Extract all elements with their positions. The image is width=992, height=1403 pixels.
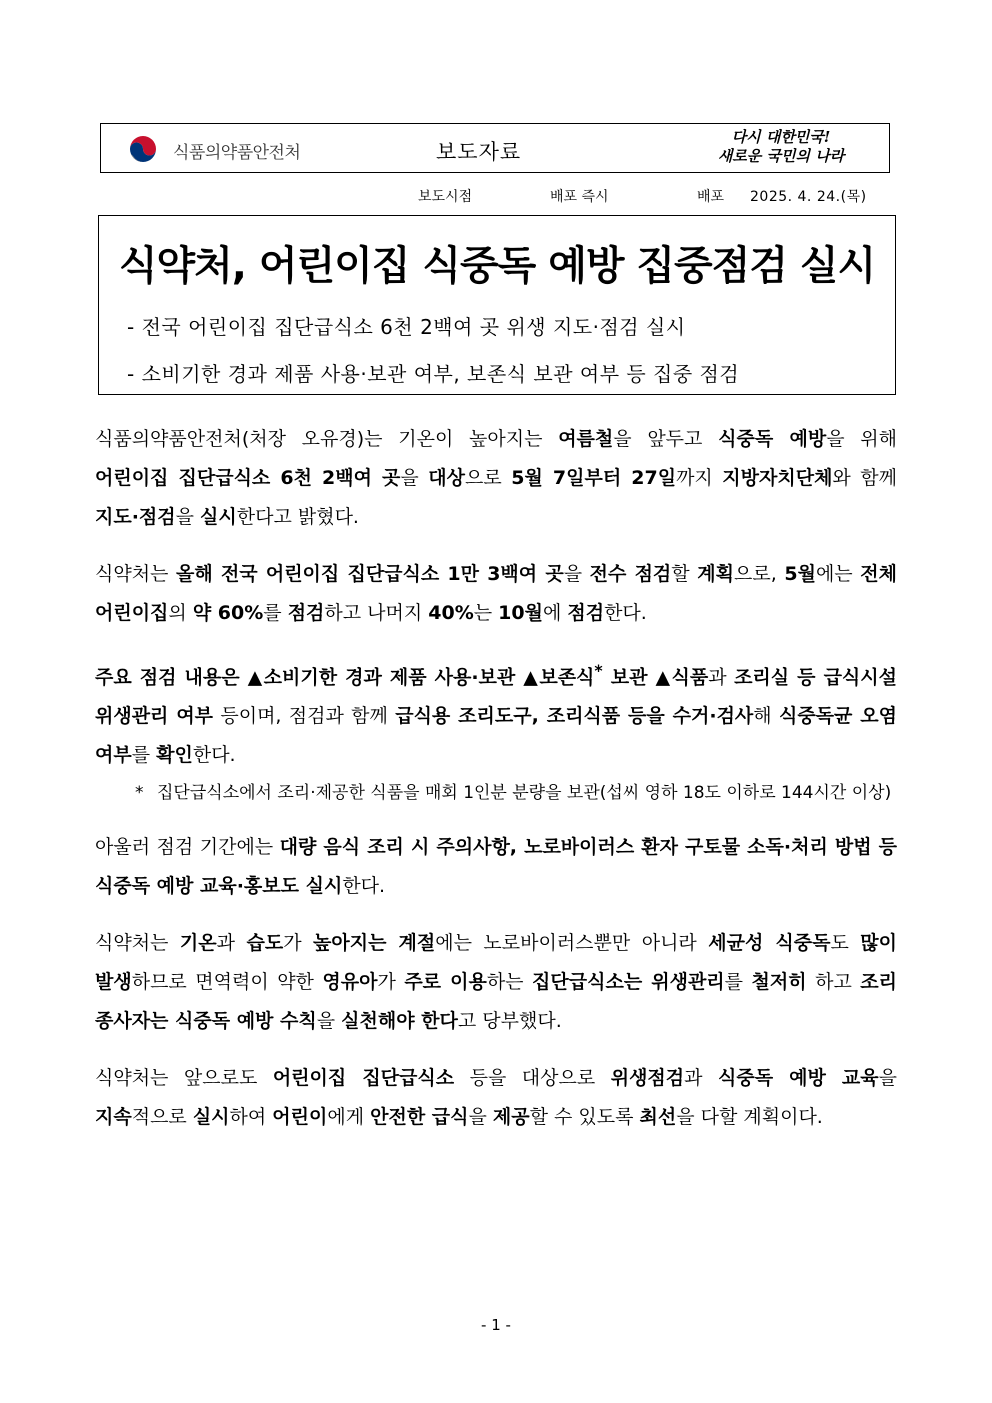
- body-text-run: 으로: [465, 467, 512, 489]
- body-text-run: 를: [724, 971, 752, 994]
- emphasis-text: 식중독균 오염 여부: [95, 705, 897, 767]
- emphasis-text: 약 60%: [192, 602, 264, 624]
- emphasis-text: 조리실 등 급식시설 위생관리 여부: [95, 666, 897, 728]
- emphasis-text: 어린이집 집단급식소: [272, 1067, 455, 1090]
- emphasis-text: 식중독 예방 교육: [718, 1067, 879, 1090]
- agency-name: 식품의약품안전처: [173, 143, 301, 163]
- body-text-run: 하고: [806, 971, 861, 994]
- emphasis-text: 계획: [697, 563, 734, 585]
- emphasis-text: 급식용 조리도구, 조리식품 등을 수거·검사: [395, 705, 754, 728]
- body-text-run: 을: [878, 1067, 897, 1090]
- emphasis-text: 지속: [95, 1106, 132, 1129]
- body-text-run: 는: [473, 602, 499, 624]
- title-box: [98, 215, 896, 395]
- emphasis-text: 5월 7일부터 27일: [511, 467, 677, 489]
- emphasis-text: 위생점검: [610, 1067, 685, 1090]
- emphasis-text: 집단급식소는 위생관리: [532, 971, 725, 994]
- paragraph-3: [95, 651, 897, 775]
- body-text-run: 할 수 있도록: [529, 1106, 640, 1129]
- body-text-run: 에는 노로바이러스뿐만 아니라: [435, 932, 709, 955]
- document-type: 보도자료: [436, 140, 522, 164]
- body-text-run: 해: [753, 705, 779, 728]
- body-text-run: 에는: [815, 563, 861, 585]
- page-number: - 1 -: [481, 1316, 511, 1334]
- body-text-run: 한다고 밝혔다.: [236, 506, 359, 528]
- body-text-run: 과: [708, 666, 735, 689]
- paragraph-1: [95, 420, 897, 537]
- emphasis-text: 40%: [428, 602, 474, 624]
- footnote-mark: *: [135, 783, 144, 804]
- emphasis-text: 10월: [498, 602, 543, 624]
- paragraph-4: [95, 828, 897, 906]
- emphasis-text: 전체 어린이집: [95, 563, 898, 624]
- slogan-line-1: 다시 대한민국!: [731, 128, 831, 146]
- emphasis-text: 대량 음식 조리 시 주의사항, 노로바이러스 환자 구토물 소독·처리 방법 등 식중독 예방 교육·홍보도 실시: [95, 836, 897, 898]
- body-text-run: 을: [563, 563, 590, 585]
- body-text-run: 하는: [486, 971, 533, 994]
- body-text-run: 까지: [676, 467, 723, 489]
- main-title: 식약처, 어린이집 식중독 예방 집중점검 실시: [118, 243, 876, 289]
- emphasis-text: 전수 점검: [589, 563, 672, 585]
- body-text-run: 에: [542, 602, 568, 624]
- emphasis-text: 안전한 급식: [370, 1106, 469, 1129]
- body-text-run: 을 위해: [826, 428, 897, 450]
- body-text-run: 식품의약품안전처(처장 오유경)는 기온이 높아지는: [95, 428, 559, 450]
- body-text-run: 한다.: [192, 744, 236, 767]
- body-text-run: 을 다할 계획이다.: [676, 1106, 823, 1129]
- emphasis-text: 영유아: [322, 971, 378, 994]
- body-text-run: 식약처는 앞으로도: [95, 1067, 273, 1090]
- emphasis-text: 여름철: [558, 428, 614, 450]
- emphasis-text: 세균성 식중독: [708, 932, 831, 955]
- body-text-run: 에게: [327, 1106, 371, 1129]
- body-text-run: 한다.: [604, 602, 647, 624]
- body-text-run: 을: [468, 1106, 493, 1129]
- footnote-text: 집단급식소에서 조리·제공한 식품을 매회 1인분 분량을 보관(섭씨 영하 18도 이하로 144시간 이상): [157, 783, 892, 804]
- body-text-run: 등이며, 점검과 함께: [213, 705, 396, 728]
- body-text-run: 을: [316, 1010, 342, 1033]
- body-text-run: 을 앞두고: [613, 428, 719, 450]
- slogan-line-2: 새로운 국민의 나라: [717, 147, 845, 165]
- emphasis-text: 실시: [200, 506, 237, 528]
- emphasis-text: 주요 점검 내용은 ▲소비기한 경과 제품 사용·보관 ▲보존식: [95, 666, 595, 689]
- body-text-run: 등을 대상으로: [454, 1067, 611, 1090]
- paragraph-6: [95, 1059, 897, 1137]
- release-time-label: 보도시점: [418, 189, 473, 205]
- body-text-run: 과: [216, 932, 247, 955]
- emphasis-text: 보관 ▲식품: [602, 666, 709, 689]
- body-text-run: 식약처는: [95, 932, 180, 955]
- emphasis-text: 올해 전국 어린이집 집단급식소 1만 3백여 곳: [176, 563, 564, 585]
- emphasis-text: 어린이: [272, 1106, 328, 1129]
- emphasis-text: 실시: [192, 1106, 230, 1129]
- body-text-run: 적으로: [131, 1106, 193, 1129]
- body-text-run: 의: [168, 602, 193, 624]
- emphasis-text: 식중독 예방: [718, 428, 827, 450]
- emphasis-text: 확인: [156, 744, 193, 767]
- body-text-run: 으로,: [734, 563, 785, 585]
- body-text-run: 한다.: [342, 875, 386, 898]
- emphasis-text: 철저히: [751, 971, 807, 994]
- distribution-date: 2025. 4. 24.(목): [750, 189, 867, 205]
- emphasis-text: 점검: [567, 602, 605, 624]
- header-box: [100, 123, 890, 173]
- distribution-label: 배포: [697, 189, 725, 205]
- emphasis-text: 대상: [428, 467, 465, 489]
- release-info: [100, 186, 890, 206]
- emphasis-text: 습도: [246, 932, 284, 955]
- emphasis-text: *: [594, 661, 603, 680]
- body-text-run: 도: [830, 932, 861, 955]
- emphasis-text: 많이 발생: [95, 932, 897, 994]
- body-text-run: 를: [131, 744, 157, 767]
- emphasis-text: 최선: [639, 1106, 677, 1129]
- emphasis-text: 기온: [179, 932, 217, 955]
- emphasis-text: 조리 종사자는 식중독 예방 수칙: [95, 971, 898, 1033]
- paragraph-2: [95, 555, 897, 633]
- emphasis-text: 점검: [287, 602, 325, 624]
- emphasis-text: 지방자치단체: [722, 467, 833, 489]
- body-text-run: 을: [400, 467, 429, 489]
- emphasis-text: 5월: [784, 563, 816, 585]
- paragraph-5: [95, 924, 897, 1041]
- emphasis-text: 높아지는 계절: [313, 932, 436, 955]
- emphasis-text: 지도·점검: [95, 506, 176, 528]
- taegeuk-logo-icon: [127, 133, 159, 165]
- emphasis-text: 제공: [492, 1106, 530, 1129]
- body-text-run: 을: [175, 506, 201, 528]
- body-text-run: 하여: [229, 1106, 273, 1129]
- body-text-run: 가: [377, 971, 405, 994]
- body-text-run: 가: [283, 932, 314, 955]
- body-text-run: 와 함께: [832, 467, 897, 489]
- subtitle-1: - 전국 어린이집 집단급식소 6천 2백여 곳 위생 지도·점검 실시: [127, 315, 686, 339]
- subtitle-2: - 소비기한 경과 제품 사용·보관 여부, 보존식 보관 여부 등 집중 점검: [127, 362, 740, 386]
- body-text-run: 식약처는: [95, 563, 177, 585]
- emphasis-text: 실천해야 한다: [341, 1010, 458, 1033]
- body-text-run: 과: [684, 1067, 718, 1090]
- body-text-run: 하고 나머지: [324, 602, 429, 624]
- footnote: [135, 779, 897, 808]
- body-text-run: 할: [671, 563, 698, 585]
- body-text-run: 하므로 면역력이 약한: [131, 971, 323, 994]
- body-text: [95, 420, 897, 1155]
- body-text-run: 고 당부했다.: [457, 1010, 562, 1033]
- release-time-value: 배포 즉시: [550, 189, 609, 205]
- emphasis-text: 주로 이용: [404, 971, 487, 994]
- emphasis-text: 어린이집 집단급식소 6천 2백여 곳: [95, 467, 401, 489]
- slogan: [691, 128, 871, 166]
- body-text-run: 를: [263, 602, 288, 624]
- body-text-run: 아울러 점검 기간에는: [95, 836, 280, 859]
